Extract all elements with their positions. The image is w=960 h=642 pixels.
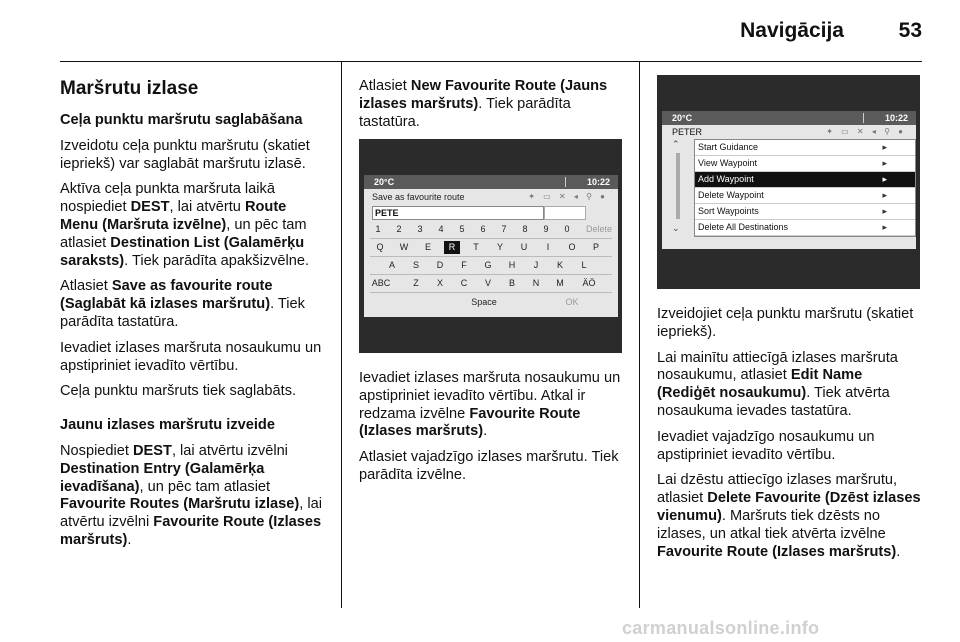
name-input[interactable]: PETE: [372, 206, 544, 220]
key-row-divider: [370, 274, 612, 275]
key-t[interactable]: T: [473, 242, 479, 252]
key-e[interactable]: E: [424, 242, 431, 252]
waypoint-menu: [694, 139, 916, 237]
paragraph: Lai mainītu attiecīgā izlases maršruta nosaukumu, atlasiet Edit Name (Rediģēt nosaukumu). Tiek atvērta nosaukuma ievades tastatūra.: [657, 349, 898, 419]
menu-item[interactable]: [695, 204, 915, 220]
key-k[interactable]: K: [556, 260, 563, 270]
key-4[interactable]: 4: [438, 224, 444, 234]
menu-item[interactable]: [695, 156, 915, 172]
watermark: carmanualsonline.info: [622, 618, 820, 638]
key-row-divider: [370, 238, 612, 239]
key-row-divider: [370, 256, 612, 257]
delete-key[interactable]: Delete: [585, 224, 612, 234]
chevron-right-icon: ▸: [882, 158, 887, 168]
key-u[interactable]: U: [520, 242, 528, 252]
key-0[interactable]: 0: [564, 224, 570, 234]
key-i[interactable]: I: [546, 242, 550, 252]
temperature: 20°C: [672, 113, 693, 123]
menu-item-label: Delete Waypoint: [698, 190, 764, 200]
menu-item-label: Delete All Destinations: [698, 222, 789, 232]
column-divider-2: [639, 62, 640, 608]
page-header-title: Navigācija: [740, 19, 844, 42]
key-5[interactable]: 5: [459, 224, 465, 234]
route-name: PETER: [672, 127, 703, 137]
key-w[interactable]: W: [399, 242, 409, 252]
menu-item[interactable]: [695, 172, 915, 188]
key-r[interactable]: R: [444, 241, 460, 254]
column-2-lower: [359, 370, 624, 493]
page-number: 53: [898, 19, 922, 42]
key-j[interactable]: J: [533, 260, 539, 270]
header-rule: [60, 61, 922, 62]
paragraph: Izveidojiet ceļa punktu maršrutu (skatiet iepriekš).: [657, 306, 914, 340]
paragraph: Atlasiet New Favourite Route (Jauns izlases maršruts). Tiek parādīta tastatūra.: [359, 78, 608, 130]
key-1[interactable]: 1: [375, 224, 381, 234]
keyboard-display: [364, 175, 618, 317]
key-6[interactable]: 6: [480, 224, 486, 234]
key-2[interactable]: 2: [396, 224, 402, 234]
menu-item-label: View Waypoint: [698, 158, 758, 168]
key-b[interactable]: B: [508, 278, 515, 288]
chevron-right-icon: ▸: [882, 222, 887, 232]
chevron-right-icon: ▸: [882, 206, 887, 216]
key-7[interactable]: 7: [501, 224, 507, 234]
key-8[interactable]: 8: [522, 224, 528, 234]
key-z[interactable]: Z: [413, 278, 419, 288]
abc-key[interactable]: ABC: [371, 278, 391, 288]
chevron-right-icon: ▸: [882, 142, 887, 152]
status-icons: ✦ ▭ ✕ ◂ ⚲ ●: [826, 127, 906, 136]
clock: 10:22: [884, 113, 908, 123]
key-l[interactable]: L: [581, 260, 587, 270]
key-m[interactable]: M: [556, 278, 564, 288]
key-d[interactable]: D: [436, 260, 444, 270]
subheading-new-favourite: Jaunu izlases maršrutu izveide: [60, 417, 275, 434]
chevron-right-icon: ▸: [882, 174, 887, 184]
paragraph: Ceļa punktu maršruts tiek saglabāts.: [60, 383, 297, 400]
key-v[interactable]: V: [484, 278, 491, 288]
menu-item-label: Add Waypoint: [698, 174, 754, 184]
column-1: [60, 78, 325, 558]
menu-item-label: Start Guidance: [698, 142, 759, 152]
key-9[interactable]: 9: [543, 224, 549, 234]
key-g[interactable]: G: [484, 260, 492, 270]
umlaut-key[interactable]: ÄÖ: [582, 278, 596, 288]
paragraph: Atlasiet Save as favourite route (Saglabāt kā izlases maršrutu). Tiek parādīta tastatūra.: [60, 278, 305, 330]
paragraph: Ievadiet vajadzīgo nosaukumu un apstipriniet ievadīto vērtību.: [657, 428, 875, 463]
key-o[interactable]: O: [568, 242, 576, 252]
key-h[interactable]: H: [508, 260, 516, 270]
key-a[interactable]: A: [388, 260, 395, 270]
menu-item[interactable]: [695, 140, 915, 156]
key-x[interactable]: X: [436, 278, 443, 288]
keyboard-title: Save as favourite route: [372, 192, 465, 202]
status-separator: [863, 113, 864, 123]
key-y[interactable]: Y: [496, 242, 503, 252]
key-row-divider: [370, 292, 612, 293]
status-separator: [565, 177, 566, 187]
menu-item-label: Sort Waypoints: [698, 206, 759, 216]
paragraph: Izveidotu ceļa punktu maršrutu (skatiet iepriekš) var saglabāt maršrutu izlasē.: [60, 137, 310, 172]
column-2: [359, 78, 624, 139]
scroll-down-icon[interactable]: ⌄: [672, 223, 680, 233]
status-icons: ✦ ▭ ✕ ◂ ⚲ ●: [528, 192, 608, 201]
menu-item[interactable]: [695, 188, 915, 204]
chevron-right-icon: ▸: [882, 190, 887, 200]
status-bar: [662, 111, 916, 125]
paragraph: Aktīva ceļa punkta maršruta laikā nospiediet DEST, lai atvērtu Route Menu (Maršruta izvēlne), un pēc tam atlasiet Destination List (Galamērķu saraksts). Tiek parādīta apakšizvēlne.: [60, 181, 310, 269]
key-s[interactable]: S: [412, 260, 419, 270]
paragraph: Nospiediet DEST, lai atvērtu izvēlni Destination Entry (Galamērķa ievadīšana), un pēc tam atlasiet Favourite Routes (Maršrutu izlase), lai atvērtu izvēlni Favourite Route (Izlases maršruts).: [60, 442, 322, 548]
key-c[interactable]: C: [460, 278, 468, 288]
key-f[interactable]: F: [461, 260, 467, 270]
scrollbar[interactable]: [676, 153, 680, 219]
scroll-up-icon[interactable]: ⌃: [672, 139, 680, 149]
paragraph: Atlasiet vajadzīgo izlases maršrutu. Tiek parādīta izvēlne.: [359, 449, 619, 483]
key-n[interactable]: N: [532, 278, 540, 288]
ok-key[interactable]: OK: [565, 297, 579, 307]
paragraph: Ievadiet izlases maršruta nosaukumu un apstipriniet ievadīto vērtību.: [60, 339, 322, 374]
column-divider-1: [341, 62, 342, 608]
paragraph: Lai dzēstu attiecīgo izlases maršrutu, atlasiet Delete Favourite (Dzēst izlases vienumu). Maršruts tiek dzēsts no izlases, un atkal tiek atvērta izvēlne Favourite Route (Izlases maršruts).: [657, 472, 921, 560]
clock: 10:22: [586, 177, 610, 187]
key-q[interactable]: Q: [376, 242, 384, 252]
column-3: [657, 306, 922, 569]
temperature: 20°C: [374, 177, 395, 187]
input-suggestion-box: [544, 206, 586, 220]
status-bar: [364, 175, 618, 189]
paragraph: Ievadiet izlases maršruta nosaukumu un apstipriniet ievadīto vērtību. Atkal ir redzama izvēlne Favourite Route (Izlases maršruts).: [359, 370, 621, 440]
space-key[interactable]: Space: [471, 297, 497, 307]
key-p[interactable]: P: [592, 242, 599, 252]
keyboard-screenshot: [359, 139, 622, 353]
menu-display: [662, 111, 916, 249]
section-heading: Maršrutu izlase: [60, 78, 199, 99]
key-3[interactable]: 3: [417, 224, 423, 234]
menu-screenshot: [657, 75, 920, 289]
subheading-save-waypoint-route: Ceļa punktu maršrutu saglabāšana: [60, 112, 303, 128]
menu-item[interactable]: [695, 220, 915, 236]
